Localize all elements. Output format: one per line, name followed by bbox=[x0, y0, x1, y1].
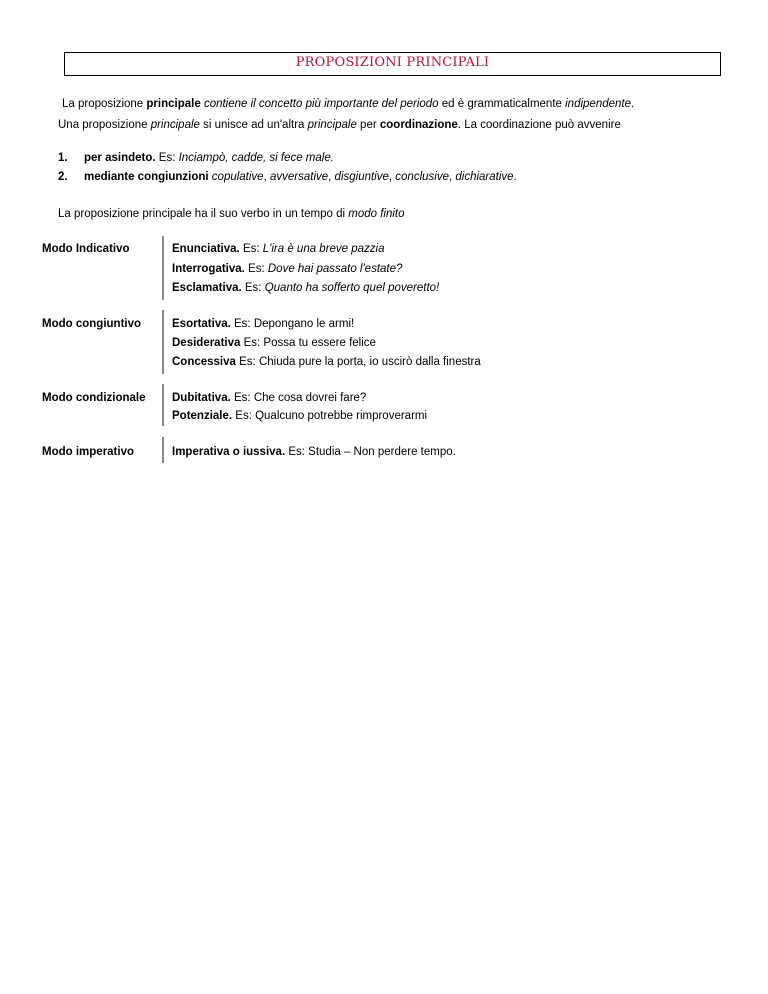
list-item-2 bbox=[84, 170, 517, 184]
list-item-2-sep3: , bbox=[388, 171, 396, 183]
entry-example: Depongano le armi! bbox=[253, 318, 355, 330]
entry-type: Potenziale. bbox=[172, 410, 233, 422]
list-item-2-sep2: , bbox=[328, 171, 335, 183]
entry-example: Possa tu essere felice bbox=[263, 337, 376, 349]
mode-label-condizionale: Modo condizionale bbox=[42, 392, 146, 404]
intro-2-a: Una proposizione bbox=[58, 119, 151, 131]
page-title: PROPOSIZIONI PRINCIPALI bbox=[295, 55, 490, 70]
entry-es: Es: bbox=[240, 337, 264, 349]
entry-type: Esclamativa. bbox=[172, 282, 242, 294]
entry-type: Concessiva bbox=[172, 356, 236, 368]
mode-indicativo-entry-3 bbox=[172, 281, 439, 295]
list-item-1-es: Es: bbox=[155, 152, 179, 164]
mode-indicativo-entry-1 bbox=[172, 242, 385, 256]
intro-1-g: . bbox=[631, 98, 635, 110]
mode-congiuntivo-entry-2 bbox=[172, 336, 376, 350]
entry-type: Desiderativa bbox=[172, 337, 241, 349]
mode-label-imperativo: Modo imperativo bbox=[42, 446, 135, 458]
intro-2-d: principale bbox=[307, 119, 357, 131]
entry-example: L'ira è una breve pazzia bbox=[262, 243, 385, 255]
entry-es: Es: bbox=[241, 282, 265, 294]
intro-line-2 bbox=[58, 118, 621, 132]
list-item-2-end: . bbox=[513, 171, 517, 183]
list-item-2-sep1: , bbox=[263, 171, 270, 183]
intro-line-1 bbox=[62, 97, 634, 111]
mode-indicativo-entry-2 bbox=[172, 262, 402, 276]
mode-divider-indicativo bbox=[162, 236, 164, 300]
intro-1-a: La proposizione bbox=[62, 98, 147, 110]
entry-es: Es: bbox=[232, 410, 256, 422]
intro-1-f: indipendente bbox=[565, 98, 631, 110]
entry-es: Es: bbox=[285, 446, 309, 458]
title-box bbox=[64, 52, 721, 76]
list-item-1 bbox=[84, 151, 334, 165]
mode-label-indicativo: Modo Indicativo bbox=[42, 243, 130, 255]
list-item-2-it1: copulative bbox=[211, 171, 264, 183]
mode-divider-imperativo bbox=[162, 437, 164, 463]
verb-sentence-italic: modo finito bbox=[348, 208, 405, 220]
entry-type: Interrogativa. bbox=[172, 263, 245, 275]
entry-type: Dubitativa. bbox=[172, 392, 231, 404]
intro-2-b: principale bbox=[150, 119, 200, 131]
entry-example: Dove hai passato l'estate? bbox=[267, 263, 403, 275]
list-item-2-it2: avversative bbox=[269, 171, 329, 183]
mode-divider-congiuntivo bbox=[162, 310, 164, 374]
mode-condizionale-entry-1 bbox=[172, 391, 366, 405]
mode-congiuntivo-entry-1 bbox=[172, 317, 354, 331]
entry-example: Chiuda pure la porta, io uscirò dalla finestra bbox=[258, 356, 481, 368]
entry-example: Che cosa dovrei fare? bbox=[253, 392, 367, 404]
entry-type: Enunciativa. bbox=[172, 243, 240, 255]
list-item-2-it5: dichiarative bbox=[455, 171, 514, 183]
list-item-2-it4: conclusive bbox=[395, 171, 449, 183]
mode-divider-condizionale bbox=[162, 384, 164, 426]
entry-type: Esortativa. bbox=[172, 318, 231, 330]
entry-type: Imperativa o iussiva. bbox=[172, 446, 286, 458]
list-item-1-number: 1. bbox=[58, 152, 68, 164]
list-item-2-sep4: , bbox=[448, 171, 456, 183]
entry-es: Es: bbox=[230, 392, 254, 404]
intro-2-e: per bbox=[356, 119, 380, 131]
entry-es: Es: bbox=[235, 356, 259, 368]
mode-condizionale-entry-2 bbox=[172, 409, 427, 423]
list-item-1-bold: per asindeto. bbox=[84, 152, 156, 164]
entry-example: Quanto ha sofferto quel poveretto! bbox=[264, 282, 440, 294]
intro-2-c: si unisce ad un'altra bbox=[199, 119, 308, 131]
entry-es: Es: bbox=[244, 263, 268, 275]
intro-2-g: . La coordinazione può avvenire bbox=[457, 119, 621, 131]
intro-1-e: ed è grammaticalmente bbox=[438, 98, 566, 110]
mode-label-congiuntivo: Modo congiuntivo bbox=[42, 318, 142, 330]
list-item-1-example: Inciampò, cadde, si fece male. bbox=[178, 152, 334, 164]
intro-2-f: coordinazione bbox=[379, 119, 458, 131]
entry-example: Qualcuno potrebbe rimproverarmi bbox=[255, 410, 428, 422]
verb-sentence bbox=[58, 207, 405, 221]
list-item-2-number: 2. bbox=[58, 171, 68, 183]
list-item-2-it3: disgiuntive bbox=[334, 171, 389, 183]
intro-1-b: principale bbox=[146, 98, 201, 110]
entry-es: Es: bbox=[239, 243, 263, 255]
list-item-2-bold: mediante congiunzioni bbox=[84, 171, 209, 183]
entry-example: Studia – Non perdere tempo. bbox=[308, 446, 456, 458]
verb-sentence-text: La proposizione principale ha il suo verbo in un tempo di bbox=[58, 208, 349, 220]
intro-1-d: contiene il concetto più importante del periodo bbox=[203, 98, 439, 110]
mode-congiuntivo-entry-3 bbox=[172, 355, 481, 369]
mode-imperativo-entry-1 bbox=[172, 445, 456, 459]
entry-es: Es: bbox=[230, 318, 254, 330]
